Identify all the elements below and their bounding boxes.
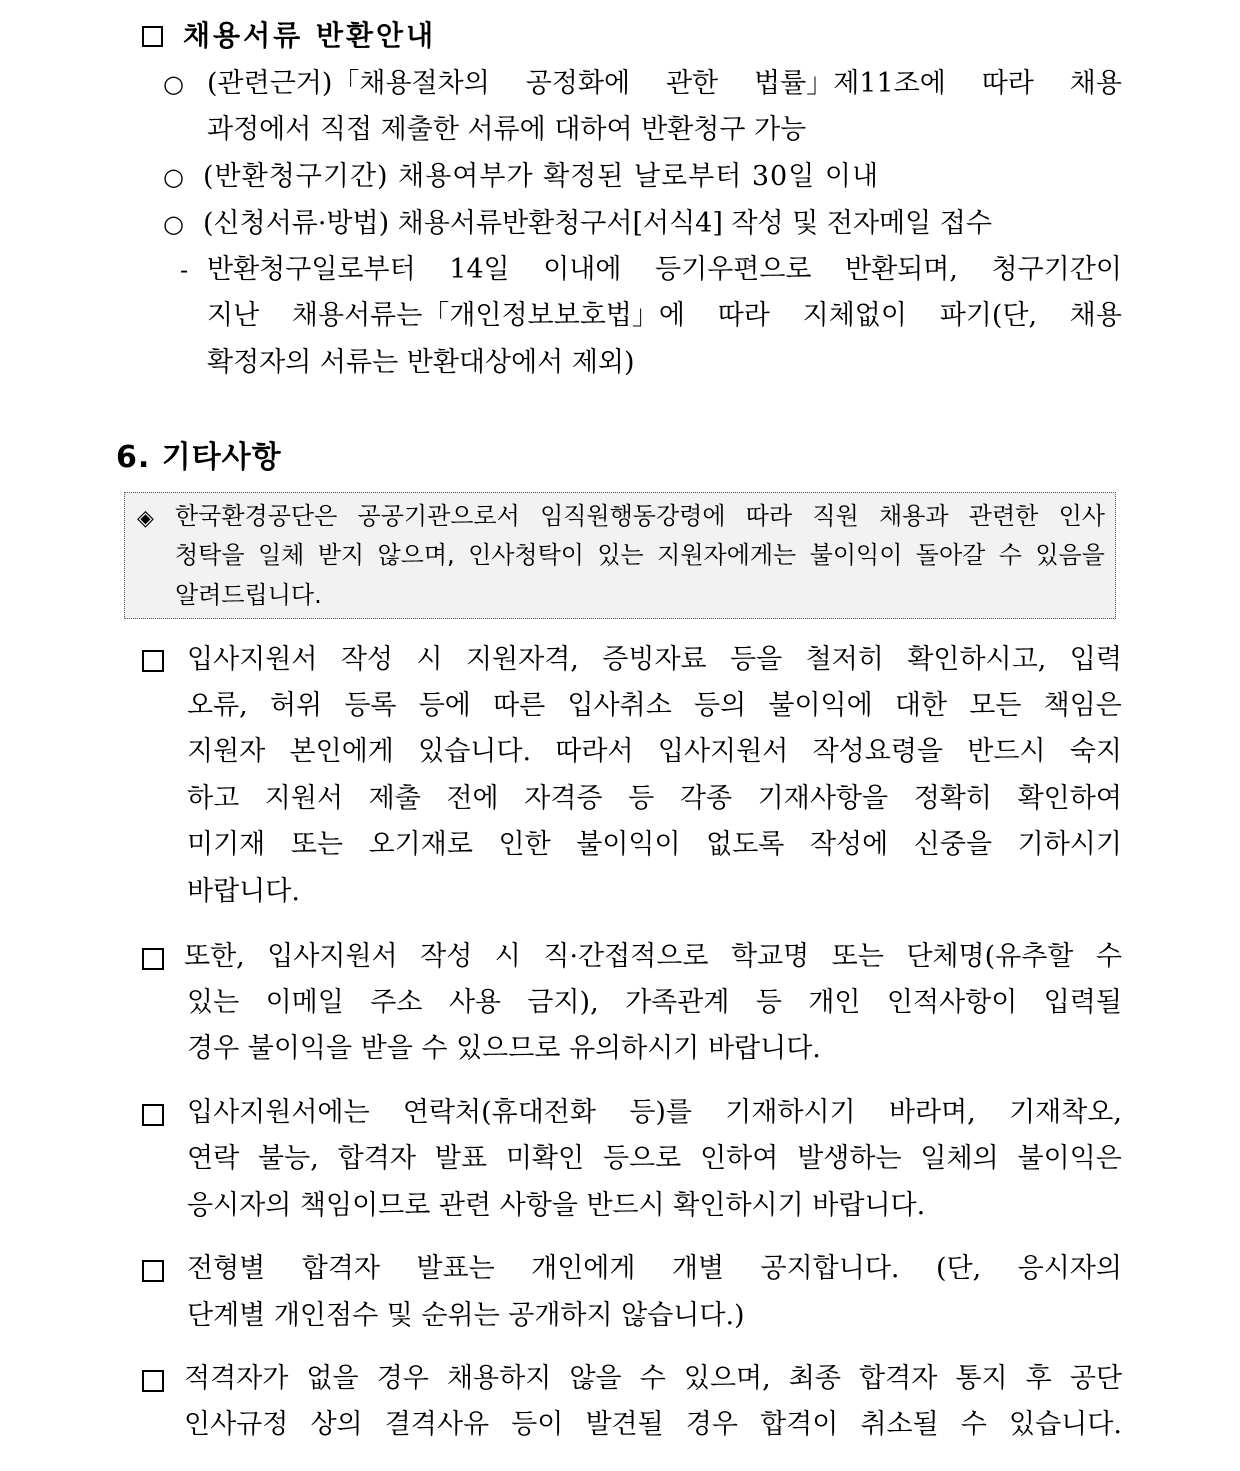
- return-item-line: (반환청구기간) 채용여부가 확정된 날로부터 30일 이내: [203, 161, 880, 192]
- item-line: 하고 지원서 제출 전에 자격증 등 각종 기재사항을 정확히 확인하여: [187, 783, 1122, 814]
- item-line: 연락 불능, 합격자 발표 미확인 등으로 인하여 발생하는 일체의 불이익은: [187, 1143, 1122, 1174]
- diamond-bullet-icon: ◈: [137, 506, 154, 531]
- return-item-line: 지난 채용서류는「개인정보보호법」에 따라 지체없이 파기(단, 채용: [207, 300, 1122, 331]
- return-item-line: 확정자의 서류는 반환대상에서 제외): [207, 347, 635, 378]
- item-line: 응시자의 책임이므로 관련 사항을 반드시 확인하시기 바랍니다.: [187, 1190, 926, 1221]
- item-line: 오류, 허위 등록 등에 따른 입사취소 등의 불이익에 대한 모든 책임은: [187, 690, 1122, 721]
- circle-bullet-icon: ○: [163, 70, 184, 98]
- dash-bullet: -: [180, 256, 189, 284]
- section-heading: 6. 기타사항: [116, 440, 282, 475]
- item-line: 미기재 또는 오기재로 인한 불이익이 없도록 작성에 신중을 기하시기: [187, 829, 1122, 860]
- item-line: 있는 이메일 주소 사용 금지), 가족관계 등 개인 인적사항이 입력될: [187, 987, 1122, 1018]
- checkbox-icon: [142, 1370, 164, 1392]
- item-line: 입사지원서에는 연락처(휴대전화 등)를 기재하시기 바라며, 기재착오,: [187, 1097, 1122, 1128]
- item-line: 또한, 입사지원서 작성 시 직·간접적으로 학교명 또는 단체명(유추할 수: [184, 941, 1122, 972]
- notice-line: 알려드립니다.: [175, 581, 322, 609]
- notice-line: 청탁을 일체 받지 않으며, 인사청탁이 있는 지원자에게는 불이익이 돌아갈 수 있음을: [175, 541, 1105, 569]
- item-line: 전형별 합격자 발표는 개인에게 개별 공지합니다. (단, 응시자의: [187, 1253, 1122, 1284]
- section-title: [142, 14, 436, 54]
- checkbox-icon: [142, 948, 164, 970]
- item-line: 인사규정 상의 결격사유 등이 발견될 경우 합격이 취소될 수 있습니다.: [184, 1409, 1122, 1440]
- notice-line: 한국환경공단은 공공기관으로서 임직원행동강령에 따라 직원 채용과 관련한 인사: [175, 502, 1105, 530]
- item-line: 입사지원서 작성 시 지원자격, 증빙자료 등을 철저히 확인하시고, 입력: [187, 644, 1122, 675]
- item-line: 경우 불이익을 받을 수 있으므로 유의하시기 바랍니다.: [187, 1033, 821, 1064]
- checkbox-icon: [142, 650, 164, 672]
- return-item-line: 과정에서 직접 제출한 서류에 대하여 반환청구 가능: [207, 114, 807, 145]
- item-line: 바랍니다.: [187, 876, 300, 907]
- notice-box: [124, 492, 1116, 619]
- item-line: 적격자가 없을 경우 채용하지 않을 수 있으며, 최종 합격자 통지 후 공단: [184, 1363, 1122, 1394]
- checkbox-icon: [142, 1104, 164, 1126]
- circle-bullet-icon: ○: [163, 163, 184, 191]
- checkbox-icon: [142, 1260, 164, 1282]
- item-line: 단계별 개인점수 및 순위는 공개하지 않습니다.): [187, 1300, 745, 1331]
- item-line: 지원자 본인에게 있습니다. 따라서 입사지원서 작성요령을 반드시 숙지: [187, 736, 1122, 767]
- return-item-line: (신청서류·방법) 채용서류반환청구서[서식4] 작성 및 전자메일 접수: [203, 208, 992, 239]
- circle-bullet-icon: ○: [163, 210, 184, 238]
- checkbox-icon: [142, 26, 163, 47]
- section-title-text: 채용서류 반환안내: [183, 19, 437, 52]
- return-item-line: (관련근거)「채용절차의 공정화에 관한 법률」제11조에 따라 채용: [207, 68, 1122, 99]
- return-item-line: 반환청구일로부터 14일 이내에 등기우편으로 반환되며, 청구기간이: [207, 254, 1122, 285]
